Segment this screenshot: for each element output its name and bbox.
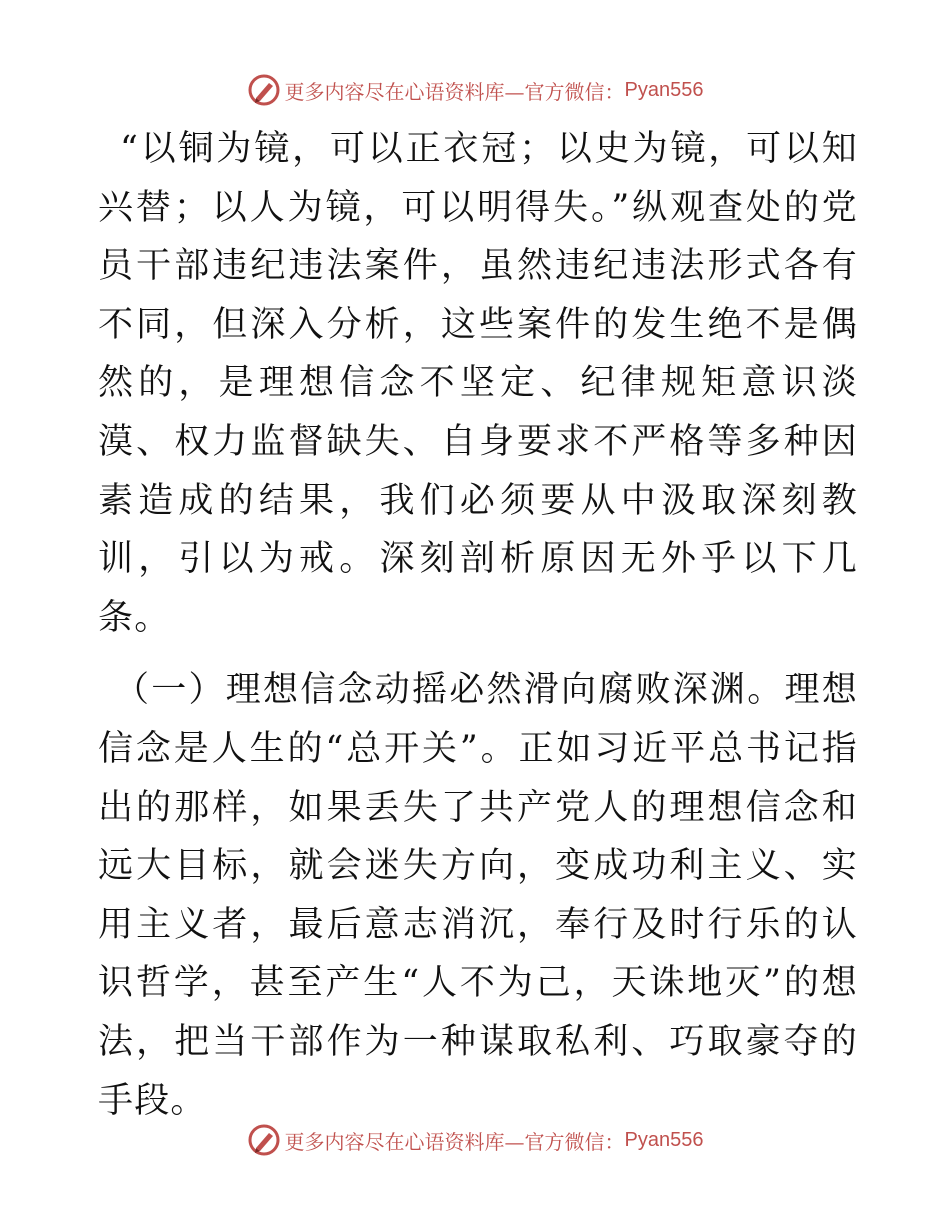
pen-circle-logo-icon xyxy=(247,1123,281,1157)
watermark-text: 更多内容尽在心语资料库—官方微信： xyxy=(284,1129,625,1154)
paragraph-section-1: （一）理想信念动摇必然滑向腐败深渊。理想信念是人生的“总开关”。正如习近平总书记指出的那样，如果丢失了共产党人的理想信念和远大目标，就会迷失方向，变成功利主义、实用主义者，最后意志消沉，奉行及时行乐的认识哲学，甚至产生“人不为己，天诛地灭”的想法，把当干部作为一种谋取私利、巧取豪夺的手段。 xyxy=(98,670,858,1121)
header-watermark xyxy=(0,70,950,110)
paragraph-intro: “以铜为镜，可以正衣冠；以史为镜，可以知兴替；以人为镜，可以明得失。”纵观查处的党员干部违纪违法案件，虽然违纪违法形式各有不同，但深入分析，这些案件的发生绝不是偶然的，是理想信念不坚定、纪律规矩意识淡漠、权力监督缺失、自身要求不严格等多种因素造成的结果，我们必须要从中汲取深刻教训，引以为戒。深刻剖析原因无外乎以下几条。 xyxy=(98,129,858,638)
footer-watermark xyxy=(0,1120,950,1160)
watermark-text: 更多内容尽在心语资料库—官方微信： xyxy=(284,79,625,104)
document-body xyxy=(98,120,858,1130)
watermark-account: Pyan556 xyxy=(624,1128,704,1151)
watermark-account: Pyan556 xyxy=(624,78,704,101)
pen-circle-logo-icon xyxy=(247,73,281,107)
